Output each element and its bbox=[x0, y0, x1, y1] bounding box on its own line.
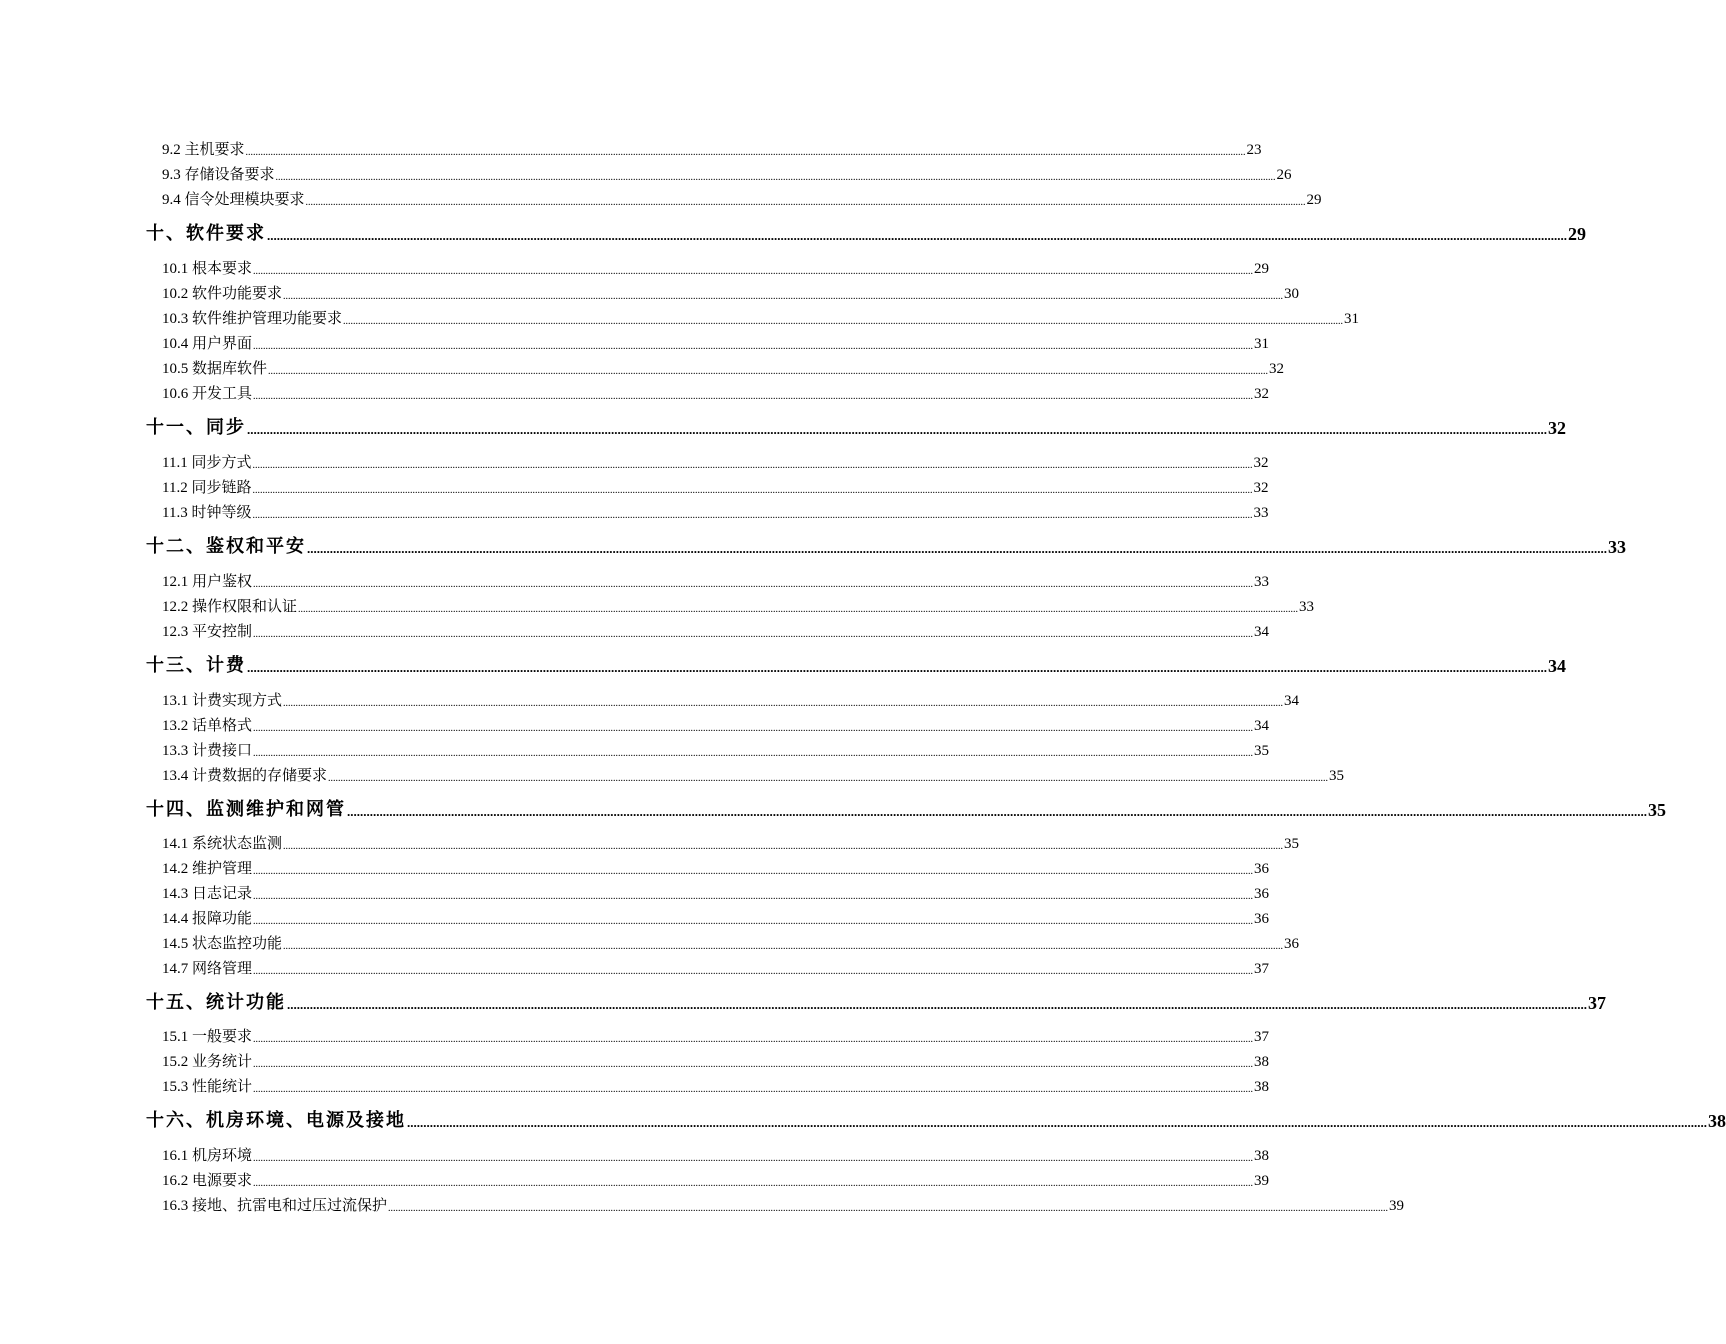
toc-section-number: 11.2 bbox=[162, 480, 188, 496]
dot-leader: ................................................................................................................................................................................................................................................................................................................................................................................................................ bbox=[253, 966, 1254, 977]
toc-entry-text: 存储设备要求 bbox=[184, 167, 275, 183]
toc-section-entry[interactable] bbox=[162, 594, 1315, 616]
dot-leader: ................................................................................................................................................................................................................................................................................................................................................................................................................ bbox=[388, 1203, 1389, 1214]
toc-section-number: 13.4 bbox=[162, 768, 189, 784]
toc-page-number: 38 bbox=[1254, 1079, 1270, 1095]
toc-entry-title bbox=[162, 307, 342, 328]
toc-entry-title bbox=[162, 382, 252, 403]
toc-section-number: 16.2 bbox=[162, 1173, 189, 1189]
toc-section-entry[interactable] bbox=[162, 356, 1285, 378]
toc-entry-title bbox=[162, 332, 252, 353]
toc-page-number: 36 bbox=[1254, 861, 1270, 877]
toc-page-number: 26 bbox=[1276, 167, 1292, 183]
dot-leader: ................................................................................................................................................................................................................................................................................................................................................................................................................ bbox=[253, 748, 1254, 759]
toc-entry-title bbox=[146, 1106, 406, 1132]
toc-entry-title bbox=[162, 257, 252, 278]
toc-section-entry[interactable] bbox=[162, 137, 1262, 159]
toc-section-entry[interactable] bbox=[162, 162, 1292, 184]
toc-entry-title bbox=[162, 1025, 252, 1046]
toc-entry-text: 同步链路 bbox=[191, 480, 252, 496]
toc-entry-title bbox=[162, 595, 297, 616]
toc-page-number: 29 bbox=[1254, 261, 1270, 277]
toc-section-number: 9.4 bbox=[162, 192, 181, 208]
toc-page-number: 23 bbox=[1246, 142, 1262, 158]
dot-leader: ................................................................................................................................................................................................................................................................................................................................................................................................................ bbox=[283, 698, 1284, 709]
toc-entry-title bbox=[146, 651, 246, 677]
toc-page-number: 37 bbox=[1254, 1029, 1270, 1045]
dot-leader: ................................................................................................................................................................................................................................................................................................................................................................................................................ bbox=[253, 391, 1254, 402]
toc-entry-title bbox=[162, 689, 282, 710]
toc-page-number: 34 bbox=[1254, 718, 1270, 734]
toc-entry-text: 一般要求 bbox=[192, 1029, 253, 1045]
toc-section-number: 10.5 bbox=[162, 361, 189, 377]
toc-page-number: 32 bbox=[1253, 480, 1269, 496]
toc-section-entry[interactable] bbox=[162, 688, 1300, 710]
toc-section-entry[interactable] bbox=[162, 713, 1270, 735]
toc-chapter-entry[interactable] bbox=[146, 988, 1606, 1014]
toc-entry-text: 电源要求 bbox=[192, 1173, 253, 1189]
toc-entry-text: 网络管理 bbox=[192, 961, 253, 977]
dot-leader: ................................................................................................................................................................................................................................................................................................................................................................................................................ bbox=[298, 604, 1299, 615]
toc-section-entry[interactable] bbox=[162, 306, 1360, 328]
toc-entry-text: 十六、机房环境、电源及接地 bbox=[146, 1110, 406, 1130]
dot-leader: ................................................................................................................................................................................................................................................................................................................................................................................................................ bbox=[275, 172, 1276, 183]
dot-leader: ................................................................................................................................................................................................................................................................................................................................................................................................................ bbox=[347, 804, 1647, 819]
toc-page-number: 37 bbox=[1254, 961, 1270, 977]
toc-section-number: 13.3 bbox=[162, 743, 189, 759]
toc-section-entry[interactable] bbox=[162, 450, 1269, 472]
dot-leader: ................................................................................................................................................................................................................................................................................................................................................................................................................ bbox=[253, 1178, 1254, 1189]
toc-section-entry[interactable] bbox=[162, 1049, 1270, 1071]
toc-page-number: 36 bbox=[1254, 911, 1270, 927]
toc-chapter-entry[interactable] bbox=[146, 651, 1566, 677]
toc-entry-text: 十四、监测维护和网管 bbox=[146, 799, 346, 819]
toc-section-number: 14.1 bbox=[162, 836, 189, 852]
dot-leader: ................................................................................................................................................................................................................................................................................................................................................................................................................ bbox=[305, 197, 1306, 208]
toc-section-entry[interactable] bbox=[162, 856, 1270, 878]
dot-leader: ................................................................................................................................................................................................................................................................................................................................................................................................................ bbox=[253, 1034, 1254, 1045]
dot-leader: ................................................................................................................................................................................................................................................................................................................................................................................................................ bbox=[328, 773, 1329, 784]
dot-leader: ................................................................................................................................................................................................................................................................................................................................................................................................................ bbox=[267, 228, 1567, 243]
toc-section-number: 13.2 bbox=[162, 718, 189, 734]
dot-leader: ................................................................................................................................................................................................................................................................................................................................................................................................................ bbox=[253, 1084, 1254, 1095]
dot-leader: ................................................................................................................................................................................................................................................................................................................................................................................................................ bbox=[252, 460, 1253, 471]
toc-section-number: 15.2 bbox=[162, 1054, 189, 1070]
toc-section-entry[interactable] bbox=[162, 187, 1322, 209]
dot-leader: ................................................................................................................................................................................................................................................................................................................................................................................................................ bbox=[245, 147, 1246, 158]
toc-entry-title bbox=[162, 620, 252, 641]
toc-entry-text: 状态监控功能 bbox=[192, 936, 283, 952]
toc-section-number: 15.3 bbox=[162, 1079, 189, 1095]
toc-page-number: 37 bbox=[1588, 993, 1606, 1013]
toc-section-number: 9.3 bbox=[162, 167, 181, 183]
toc-page-number: 33 bbox=[1608, 537, 1626, 557]
dot-leader: ................................................................................................................................................................................................................................................................................................................................................................................................................ bbox=[307, 541, 1607, 556]
dot-leader: ................................................................................................................................................................................................................................................................................................................................................................................................................ bbox=[253, 579, 1254, 590]
toc-entry-text: 机房环境 bbox=[192, 1148, 253, 1164]
toc-page-number: 32 bbox=[1254, 386, 1270, 402]
toc-chapter-entry[interactable] bbox=[146, 413, 1566, 439]
toc-section-entry[interactable] bbox=[162, 331, 1270, 353]
toc-section-entry[interactable] bbox=[162, 475, 1269, 497]
dot-leader: ................................................................................................................................................................................................................................................................................................................................................................................................................ bbox=[343, 316, 1344, 327]
toc-entry-text: 数据库软件 bbox=[192, 361, 268, 377]
toc-section-number: 10.6 bbox=[162, 386, 189, 402]
toc-entry-text: 十五、统计功能 bbox=[146, 992, 286, 1012]
dot-leader: ................................................................................................................................................................................................................................................................................................................................................................................................................ bbox=[268, 366, 1269, 377]
toc-section-entry[interactable] bbox=[162, 956, 1270, 978]
toc-entry-title bbox=[162, 476, 251, 497]
toc-page-number: 33 bbox=[1253, 505, 1269, 521]
toc-page-number: 30 bbox=[1284, 286, 1300, 302]
toc-entry-text: 维护管理 bbox=[192, 861, 253, 877]
toc-entry-title bbox=[162, 451, 251, 472]
toc-entry-title bbox=[162, 163, 275, 184]
toc-section-entry[interactable] bbox=[162, 738, 1270, 760]
toc-entry-title bbox=[162, 1075, 252, 1096]
toc-entry-title bbox=[162, 1194, 387, 1215]
toc-entry-text: 十、软件要求 bbox=[146, 223, 266, 243]
toc-section-entry[interactable] bbox=[162, 906, 1270, 928]
dot-leader: ................................................................................................................................................................................................................................................................................................................................................................................................................ bbox=[283, 291, 1284, 302]
dot-leader: ................................................................................................................................................................................................................................................................................................................................................................................................................ bbox=[253, 629, 1254, 640]
toc-section-entry[interactable] bbox=[162, 1024, 1270, 1046]
dot-leader: ................................................................................................................................................................................................................................................................................................................................................................................................................ bbox=[252, 485, 1253, 496]
toc-entry-text: 软件功能要求 bbox=[192, 286, 283, 302]
toc-section-number: 14.5 bbox=[162, 936, 189, 952]
toc-chapter-entry[interactable] bbox=[146, 1106, 1726, 1132]
toc-page-number: 32 bbox=[1548, 418, 1566, 438]
toc-entry-text: 十一、同步 bbox=[146, 417, 246, 437]
toc-section-number: 16.1 bbox=[162, 1148, 189, 1164]
toc-entry-title bbox=[162, 357, 267, 378]
toc-section-entry[interactable] bbox=[162, 931, 1300, 953]
dot-leader: ................................................................................................................................................................................................................................................................................................................................................................................................................ bbox=[407, 1115, 1707, 1130]
toc-section-entry[interactable] bbox=[162, 569, 1270, 591]
toc-section-entry[interactable] bbox=[162, 1193, 1405, 1215]
toc-section-entry[interactable] bbox=[162, 281, 1300, 303]
dot-leader: ................................................................................................................................................................................................................................................................................................................................................................................................................ bbox=[253, 916, 1254, 927]
toc-entry-title bbox=[162, 739, 252, 760]
toc-section-number: 14.4 bbox=[162, 911, 189, 927]
dot-leader: ................................................................................................................................................................................................................................................................................................................................................................................................................ bbox=[253, 1153, 1254, 1164]
toc-entry-text: 报障功能 bbox=[192, 911, 253, 927]
toc-entry-title bbox=[146, 988, 286, 1014]
toc-page-number: 39 bbox=[1254, 1173, 1270, 1189]
toc-entry-text: 信令处理模块要求 bbox=[184, 192, 305, 208]
toc-section-number: 14.2 bbox=[162, 861, 189, 877]
toc-page-number: 29 bbox=[1306, 192, 1322, 208]
toc-page-number: 38 bbox=[1708, 1111, 1726, 1131]
toc-page-number: 35 bbox=[1648, 800, 1666, 820]
toc-page-number: 34 bbox=[1548, 656, 1566, 676]
toc-entry-text: 软件维护管理功能要求 bbox=[192, 311, 343, 327]
toc-entry-text: 性能统计 bbox=[192, 1079, 253, 1095]
toc-entry-title bbox=[162, 957, 252, 978]
toc-page-number: 35 bbox=[1284, 836, 1300, 852]
toc-section-number: 14.7 bbox=[162, 961, 189, 977]
toc-entry-text: 日志记录 bbox=[192, 886, 253, 902]
toc-entry-title bbox=[162, 1050, 252, 1071]
toc-entry-title bbox=[162, 282, 282, 303]
toc-chapter-entry[interactable] bbox=[146, 795, 1666, 821]
toc-entry-title bbox=[162, 714, 252, 735]
toc-entry-title bbox=[162, 1169, 252, 1190]
toc-page-number: 39 bbox=[1389, 1198, 1405, 1214]
toc-section-number: 12.3 bbox=[162, 624, 189, 640]
toc-entry-title bbox=[162, 570, 252, 591]
toc-entry-text: 用户界面 bbox=[192, 336, 253, 352]
toc-entry-title bbox=[146, 532, 306, 558]
toc-section-entry[interactable] bbox=[162, 763, 1345, 785]
toc-entry-title bbox=[146, 413, 246, 439]
toc-section-entry[interactable] bbox=[162, 1143, 1270, 1165]
toc-page-number: 32 bbox=[1253, 455, 1269, 471]
toc-section-number: 15.1 bbox=[162, 1029, 189, 1045]
toc-section-entry[interactable] bbox=[162, 1168, 1270, 1190]
toc-section-entry[interactable] bbox=[162, 881, 1270, 903]
toc-entry-title bbox=[162, 1144, 252, 1165]
toc-page-number: 34 bbox=[1254, 624, 1270, 640]
toc-page-number: 35 bbox=[1254, 743, 1270, 759]
dot-leader: ................................................................................................................................................................................................................................................................................................................................................................................................................ bbox=[253, 1059, 1254, 1070]
dot-leader: ................................................................................................................................................................................................................................................................................................................................................................................................................ bbox=[283, 941, 1284, 952]
toc-entry-text: 计费接口 bbox=[192, 743, 253, 759]
toc-section-number: 9.2 bbox=[162, 142, 181, 158]
toc-section-number: 10.2 bbox=[162, 286, 189, 302]
toc-entry-title bbox=[162, 932, 282, 953]
toc-entry-text: 十三、计费 bbox=[146, 655, 246, 675]
toc-section-entry[interactable] bbox=[162, 381, 1270, 403]
dot-leader: ................................................................................................................................................................................................................................................................................................................................................................................................................ bbox=[253, 866, 1254, 877]
toc-chapter-entry[interactable] bbox=[146, 219, 1586, 245]
toc-page-number: 33 bbox=[1299, 599, 1315, 615]
toc-section-number: 12.1 bbox=[162, 574, 189, 590]
toc-entry-title bbox=[162, 501, 251, 522]
toc-section-number: 12.2 bbox=[162, 599, 189, 615]
dot-leader: ................................................................................................................................................................................................................................................................................................................................................................................................................ bbox=[283, 841, 1284, 852]
toc-entry-text: 业务统计 bbox=[192, 1054, 253, 1070]
toc-page-number: 33 bbox=[1254, 574, 1270, 590]
toc-section-number: 11.3 bbox=[162, 505, 188, 521]
toc-entry-text: 根本要求 bbox=[192, 261, 253, 277]
dot-leader: ................................................................................................................................................................................................................................................................................................................................................................................................................ bbox=[247, 660, 1547, 675]
dot-leader: ................................................................................................................................................................................................................................................................................................................................................................................................................ bbox=[253, 891, 1254, 902]
toc-entry-title bbox=[162, 832, 282, 853]
dot-leader: ................................................................................................................................................................................................................................................................................................................................................................................................................ bbox=[253, 266, 1254, 277]
toc-section-entry[interactable] bbox=[162, 256, 1270, 278]
toc-entry-title bbox=[162, 188, 305, 209]
toc-section-entry[interactable] bbox=[162, 619, 1270, 641]
toc-entry-text: 同步方式 bbox=[191, 455, 252, 471]
toc-entry-text: 话单格式 bbox=[192, 718, 253, 734]
dot-leader: ................................................................................................................................................................................................................................................................................................................................................................................................................ bbox=[252, 510, 1253, 521]
dot-leader: ................................................................................................................................................................................................................................................................................................................................................................................................................ bbox=[253, 341, 1254, 352]
toc-entry-title bbox=[162, 857, 252, 878]
toc-entry-text: 主机要求 bbox=[184, 142, 245, 158]
toc-entry-text: 十二、鉴权和平安 bbox=[146, 536, 306, 556]
toc-entry-text: 时钟等级 bbox=[191, 505, 252, 521]
toc-section-number: 11.1 bbox=[162, 455, 188, 471]
toc-page-number: 31 bbox=[1344, 311, 1360, 327]
toc-entry-title bbox=[146, 219, 266, 245]
toc-chapter-entry[interactable] bbox=[146, 532, 1626, 558]
toc-entry-text: 计费数据的存储要求 bbox=[192, 768, 328, 784]
toc-section-number: 14.3 bbox=[162, 886, 189, 902]
toc-entry-text: 平安控制 bbox=[192, 624, 253, 640]
toc-section-number: 10.3 bbox=[162, 311, 189, 327]
dot-leader: ................................................................................................................................................................................................................................................................................................................................................................................................................ bbox=[287, 997, 1587, 1012]
toc-section-entry[interactable] bbox=[162, 1074, 1270, 1096]
toc-section-number: 10.1 bbox=[162, 261, 189, 277]
toc-entry-text: 操作权限和认证 bbox=[192, 599, 298, 615]
toc-section-number: 16.3 bbox=[162, 1198, 189, 1214]
toc-entry-title bbox=[146, 795, 346, 821]
toc-section-number: 13.1 bbox=[162, 693, 189, 709]
toc-page-number: 36 bbox=[1284, 936, 1300, 952]
toc-page-number: 29 bbox=[1568, 224, 1586, 244]
toc-section-number: 10.4 bbox=[162, 336, 189, 352]
toc-entry-title bbox=[162, 138, 245, 159]
toc-page-number: 35 bbox=[1329, 768, 1345, 784]
toc-entry-title bbox=[162, 882, 252, 903]
toc-entry-text: 系统状态监测 bbox=[192, 836, 283, 852]
dot-leader: ................................................................................................................................................................................................................................................................................................................................................................................................................ bbox=[253, 723, 1254, 734]
toc-entry-text: 计费实现方式 bbox=[192, 693, 283, 709]
toc-section-entry[interactable] bbox=[162, 831, 1300, 853]
toc-page-number: 34 bbox=[1284, 693, 1300, 709]
dot-leader: ................................................................................................................................................................................................................................................................................................................................................................................................................ bbox=[247, 422, 1547, 437]
toc-entry-title bbox=[162, 764, 327, 785]
toc-entry-text: 开发工具 bbox=[192, 386, 253, 402]
toc-section-entry[interactable] bbox=[162, 500, 1269, 522]
toc-entry-title bbox=[162, 907, 252, 928]
toc-page-number: 36 bbox=[1254, 886, 1270, 902]
toc-page-number: 38 bbox=[1254, 1054, 1270, 1070]
toc-entry-text: 接地、抗雷电和过压过流保护 bbox=[192, 1198, 388, 1214]
toc-page-number: 31 bbox=[1254, 336, 1270, 352]
toc-page-number: 32 bbox=[1269, 361, 1285, 377]
toc-entry-text: 用户鉴权 bbox=[192, 574, 253, 590]
toc-page-number: 38 bbox=[1254, 1148, 1270, 1164]
